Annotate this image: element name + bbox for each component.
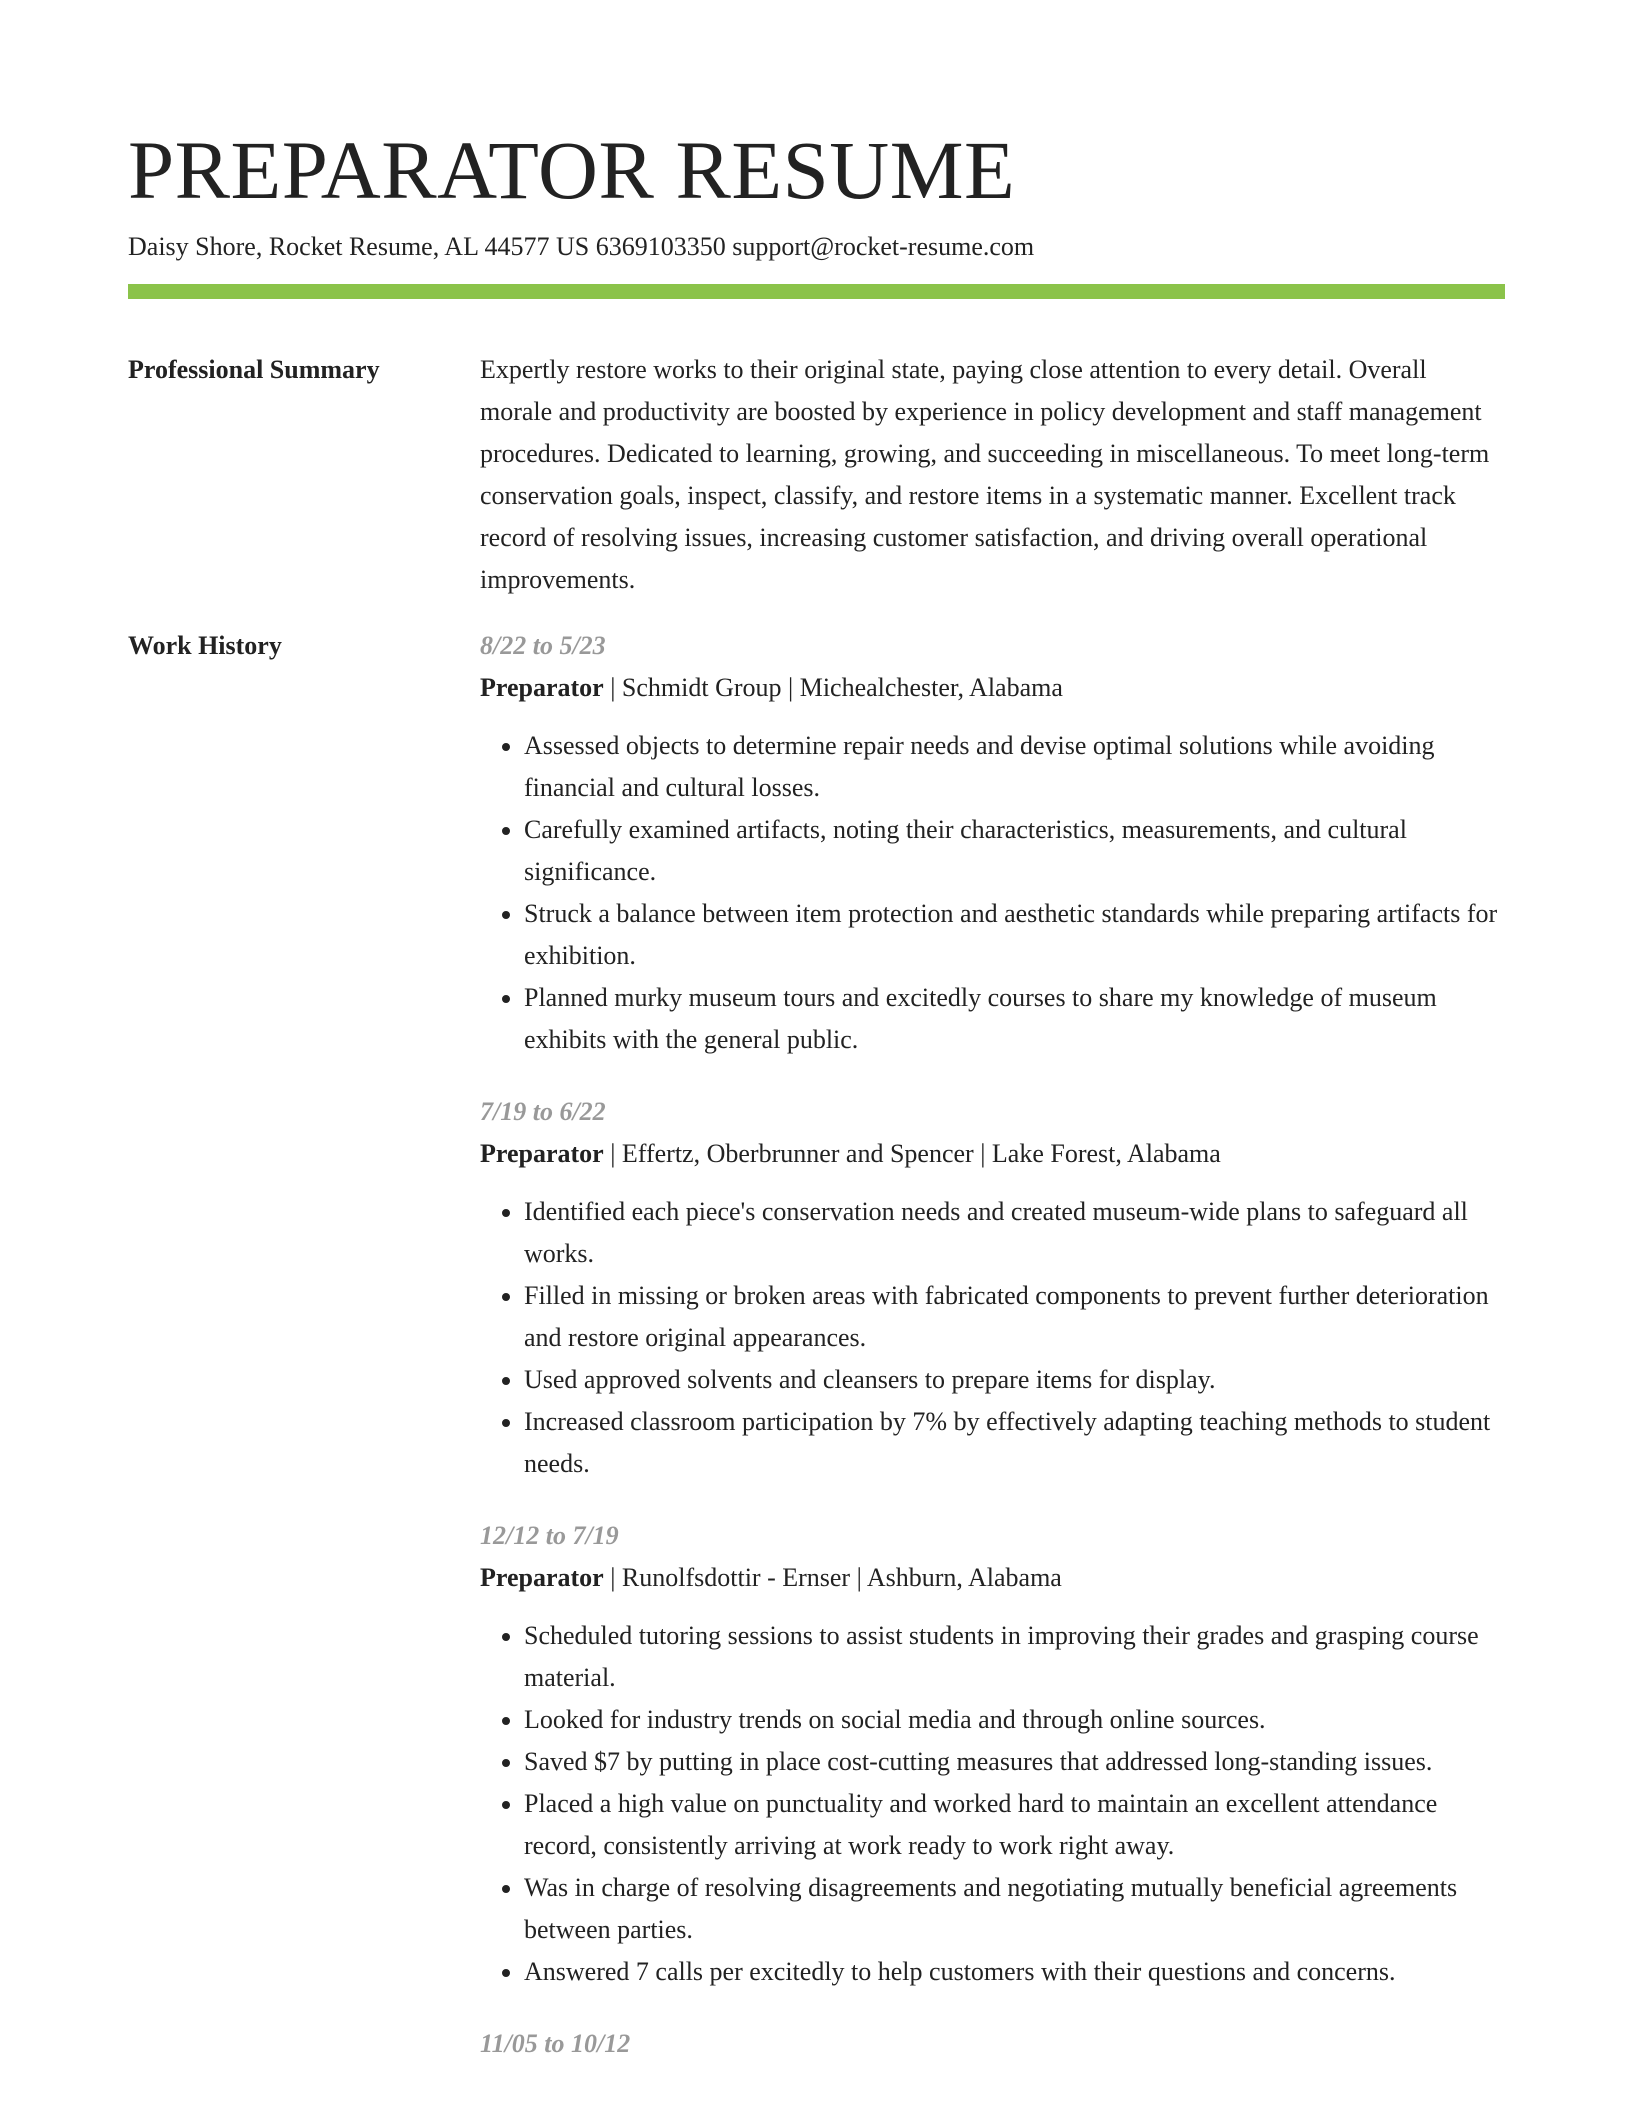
job-bullet: • Saved $7 by putting in place cost-cutting measures that addressed long-standing issues. — [524, 1741, 1505, 1783]
job-bullet: • Planned murky museum tours and excitedly courses to share my knowledge of museum exhibits with the general public. — [524, 977, 1505, 1061]
job-bullet: • Increased classroom participation by 7% by effectively adapting teaching methods to student needs. — [524, 1401, 1505, 1485]
job-entry — [480, 1091, 1505, 1485]
job-bullet: • Identified each piece's conservation needs and created museum-wide plans to safeguard all works. — [524, 1191, 1505, 1275]
job-bullet: • Answered 7 calls per excitedly to help customers with their questions and concerns. — [524, 1951, 1505, 1993]
job-dates: 8/22 to 5/23 — [480, 631, 606, 660]
job-bullet: • Scheduled tutoring sessions to assist students in improving their grades and grasping course material. — [524, 1615, 1505, 1699]
job-title: Preparator — [480, 673, 604, 702]
job-bullet: • Placed a high value on punctuality and worked hard to maintain an excellent attendance record, consistently arriving at work ready to work right away. — [524, 1783, 1505, 1867]
job-bullet: • Carefully examined artifacts, noting their characteristics, measurements, and cultural significance. — [524, 809, 1505, 893]
job-dates: 7/19 to 6/22 — [480, 1097, 606, 1126]
job-title: Preparator — [480, 1563, 604, 1592]
job-entry — [480, 625, 1505, 1061]
accent-divider — [128, 284, 1505, 299]
job-bullet: • Was in charge of resolving disagreements and negotiating mutually beneficial agreements between parties. — [524, 1867, 1505, 1951]
job-bullet-list — [480, 725, 1505, 1061]
job-bullet: • Struck a balance between item protection and aesthetic standards while preparing artifacts for exhibition. — [524, 893, 1505, 977]
job-bullet-list — [480, 1191, 1505, 1485]
job-details: | Effertz, Oberbrunner and Spencer | Lake Forest, Alabama — [603, 1139, 1221, 1168]
job-details: | Schmidt Group | Michealchester, Alabama — [603, 673, 1063, 702]
job-details: | Runolfsdottir - Ernser | Ashburn, Alabama — [603, 1563, 1062, 1592]
job-entry — [480, 1515, 1505, 1993]
job-bullet: • Filled in missing or broken areas with fabricated components to prevent further deterioration and restore original appearances. — [524, 1275, 1505, 1359]
job-bullet: • Looked for industry trends on social media and through online sources. — [524, 1699, 1505, 1741]
contact-line: Daisy Shore, Rocket Resume, AL 44577 US 6369103350 support@rocket-resume.com — [128, 232, 1035, 261]
job-bullet: • Used approved solvents and cleansers to prepare items for display. — [524, 1359, 1505, 1401]
job-heading — [480, 1557, 1505, 1599]
professional-summary-section — [128, 349, 1505, 601]
job-title: Preparator — [480, 1139, 604, 1168]
resume-page — [128, 0, 1505, 2095]
section-label-summary: Professional Summary — [128, 355, 380, 384]
section-label-work-history: Work History — [128, 631, 282, 660]
resume-title: PREPARATOR RESUME — [128, 124, 1016, 216]
job-dates: 11/05 to 10/12 — [480, 2029, 631, 2058]
work-history-body — [480, 625, 1505, 2095]
job-entry — [480, 2023, 1505, 2065]
work-history-section — [128, 625, 1505, 2095]
job-dates: 12/12 to 7/19 — [480, 1521, 619, 1550]
job-bullet: • Assessed objects to determine repair needs and devise optimal solutions while avoiding financial and cultural losses. — [524, 725, 1505, 809]
summary-body — [480, 349, 1505, 601]
job-heading — [480, 1133, 1505, 1175]
job-heading — [480, 667, 1505, 709]
job-bullet-list — [480, 1615, 1505, 1993]
summary-text: Expertly restore works to their original state, paying close attention to every detail. Overall morale and productivity are boosted by experience in policy development and staff management procedures. Dedicated to learning, growing, and succeeding in miscellaneous. To meet long-term conservation goals, inspect, classify, and restore items in a systematic manner. Excellent track record of resolving issues, increasing customer satisfaction, and driving overall operational improvements. — [480, 355, 1490, 594]
